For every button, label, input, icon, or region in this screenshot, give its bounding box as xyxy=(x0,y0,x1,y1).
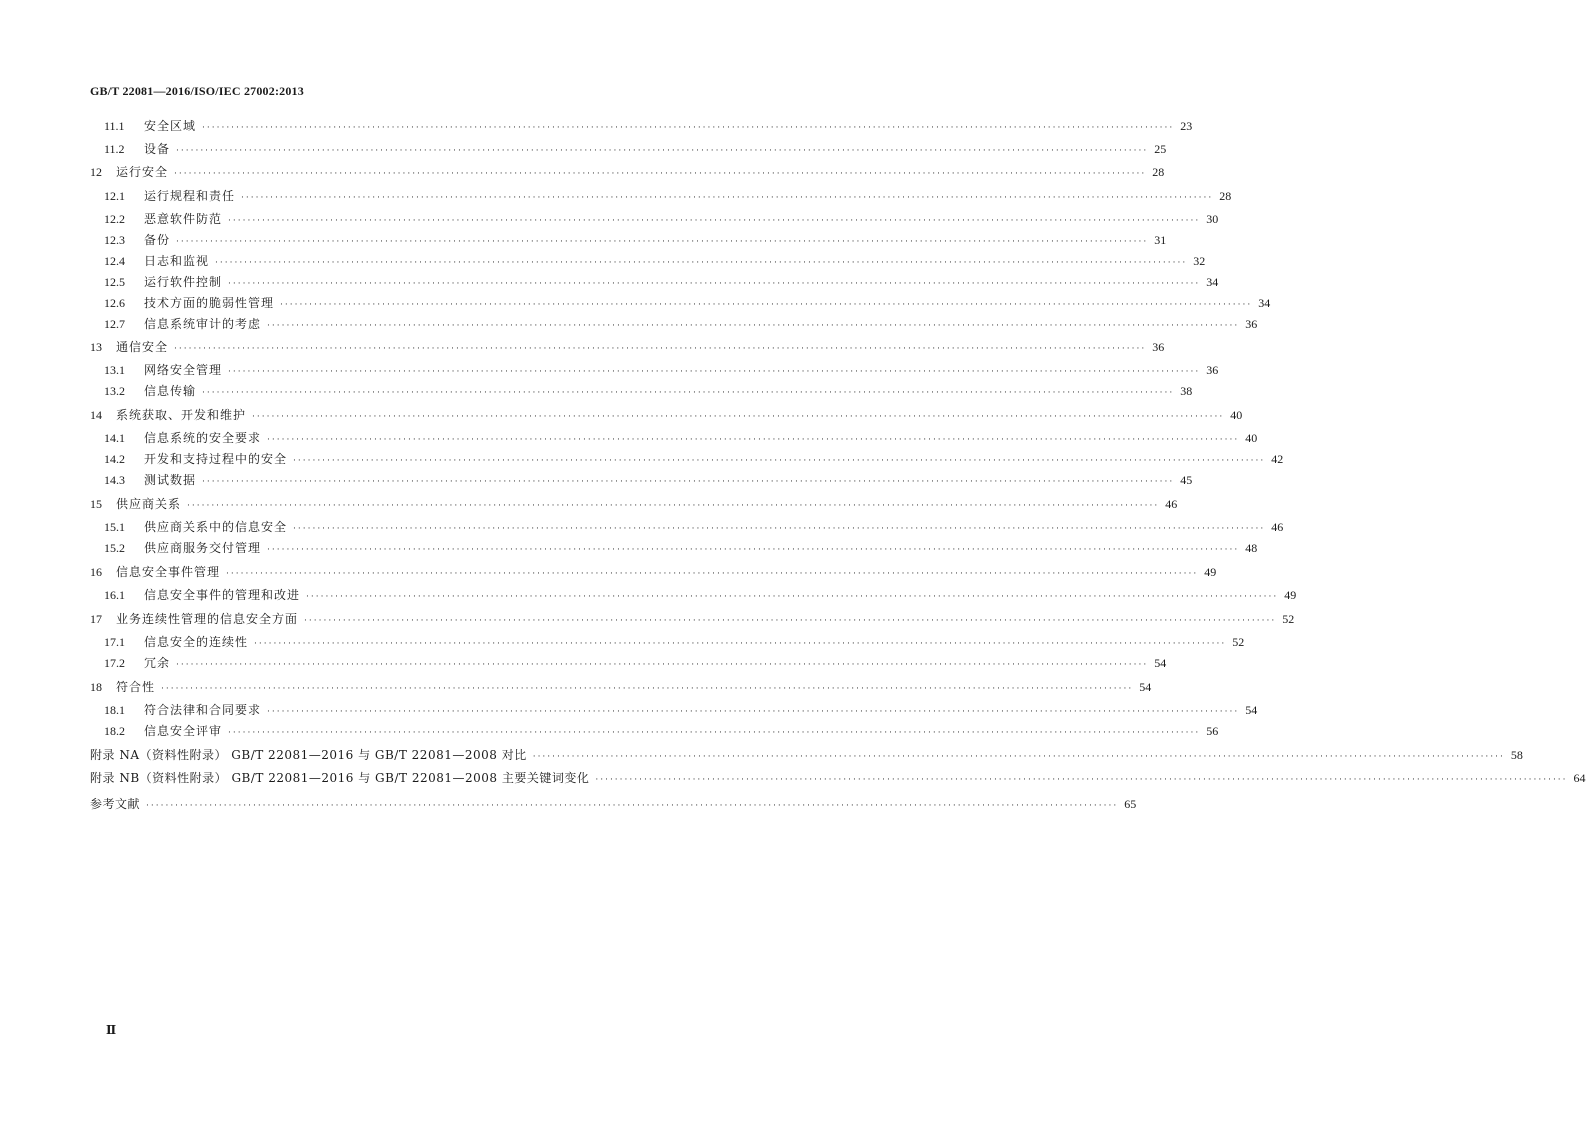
toc-entry-title: 信息系统的安全要求 xyxy=(144,431,262,445)
toc-entry[interactable] xyxy=(90,431,1258,452)
toc-entry-page: 58 xyxy=(1510,748,1523,762)
toc-entry-title: 技术方面的脆弱性管理 xyxy=(144,296,275,310)
toc-entry-page: 46 xyxy=(1271,520,1284,534)
toc-entry-title: 设备 xyxy=(144,142,171,156)
toc-entry-title: 日志和监视 xyxy=(144,254,210,268)
toc-leader-dots: ········································································································································································································ xyxy=(187,501,1160,511)
toc-leader-dots: ········································································································································································································ xyxy=(293,524,1266,534)
toc-entry-title: 符合性 xyxy=(116,680,156,694)
toc-entry-page: 40 xyxy=(1245,431,1258,445)
toc-entry-title: 信息安全评审 xyxy=(144,724,223,738)
toc-leader-dots: ········································································································································································································ xyxy=(293,456,1266,466)
toc-entry-title: 运行安全 xyxy=(116,165,169,179)
toc-entry-number: 12.3 xyxy=(104,233,125,247)
toc-entry-page: 28 xyxy=(1152,165,1165,179)
toc-leader-dots: ········································································································································································································ xyxy=(215,258,1188,268)
toc-entry-title: 信息安全事件管理 xyxy=(116,565,221,579)
toc-entry-number: 16.1 xyxy=(104,588,125,602)
toc-entry[interactable] xyxy=(90,340,1165,363)
toc-entry-title: 运行规程和责任 xyxy=(144,189,236,203)
toc-entry-title: 恶意软件防范 xyxy=(144,212,223,226)
toc-entry[interactable] xyxy=(90,748,1523,771)
toc-entry-number: 17 xyxy=(90,612,102,626)
toc-entry-page: 30 xyxy=(1206,212,1219,226)
toc-entry-page: 31 xyxy=(1154,233,1167,247)
toc-entry[interactable] xyxy=(90,797,1137,820)
toc-entry[interactable] xyxy=(90,384,1193,408)
document-header: GB/T 22081—2016/ISO/IEC 27002:2013 xyxy=(90,84,304,98)
toc-leader-dots: ········································································································································································································ xyxy=(176,660,1149,670)
toc-entry[interactable] xyxy=(90,635,1245,656)
toc-entry[interactable] xyxy=(90,703,1258,724)
toc-leader-dots: ········································································································································································································ xyxy=(267,707,1240,717)
toc-entry-page: 40 xyxy=(1230,408,1243,422)
toc-entry-title: 运行软件控制 xyxy=(144,275,223,289)
toc-entry-number: 14.1 xyxy=(104,431,125,445)
toc-entry[interactable] xyxy=(90,771,1586,797)
page-number: Ⅱ xyxy=(106,1023,117,1037)
toc-entry[interactable] xyxy=(90,119,1193,142)
toc-entry-number: 18.2 xyxy=(104,724,125,738)
toc-entry[interactable] xyxy=(90,541,1258,565)
toc-leader-dots: ········································································································································································································ xyxy=(254,639,1227,649)
toc-entry-page: 34 xyxy=(1206,275,1219,289)
toc-leader-dots: ········································································································································································································ xyxy=(202,477,1175,487)
toc-entry-number: 12 xyxy=(90,165,102,179)
toc-entry-number: 12.2 xyxy=(104,212,125,226)
toc-entry-page: 64 xyxy=(1573,771,1586,785)
toc-leader-dots: ········································································································································································································ xyxy=(226,569,1199,579)
toc-leader-dots: ········································································································································································································ xyxy=(174,344,1147,354)
toc-entry-number: 14.3 xyxy=(104,473,125,487)
toc-entry-title: 信息安全的连续性 xyxy=(144,635,249,649)
toc-entry-title: 开发和支持过程中的安全 xyxy=(144,452,288,466)
toc-leader-dots: ········································································································································································································ xyxy=(174,169,1147,179)
toc-entry-title: 信息传输 xyxy=(144,384,197,398)
toc-entry-number: 15.2 xyxy=(104,541,125,555)
toc-entry-number: 14 xyxy=(90,408,102,422)
toc-entry[interactable] xyxy=(90,452,1284,473)
toc-entry-title: 系统获取、开发和维护 xyxy=(116,408,247,422)
toc-leader-dots: ········································································································································································································ xyxy=(280,300,1253,310)
toc-entry-page: 48 xyxy=(1245,541,1258,555)
toc-entry[interactable] xyxy=(90,588,1297,612)
toc-entry-title: 备份 xyxy=(144,233,171,247)
toc-leader-dots: ········································································································································································································ xyxy=(252,412,1225,422)
toc-leader-dots: ········································································································································································································ xyxy=(228,216,1201,226)
toc-entry-number: 14.2 xyxy=(104,452,125,466)
toc-entry-title: 附录 NA（资料性附录） GB/T 22081—2016 与 GB/T 22081—2008 对比 xyxy=(90,748,527,762)
toc-entry-number: 18.1 xyxy=(104,703,125,717)
toc-leader-dots: ········································································································································································································ xyxy=(161,684,1134,694)
toc-entry-number: 17.2 xyxy=(104,656,125,670)
toc-leader-dots: ········································································································································································································ xyxy=(267,545,1240,555)
toc-entry[interactable] xyxy=(90,275,1219,296)
toc-entry-page: 54 xyxy=(1154,656,1167,670)
toc-entry-number: 11.1 xyxy=(104,119,125,133)
toc-leader-dots: ········································································································································································································ xyxy=(595,775,1568,785)
toc-entry-page: 42 xyxy=(1271,452,1284,466)
toc-entry-title: 信息系统审计的考虑 xyxy=(144,317,262,331)
toc-entry[interactable] xyxy=(90,565,1217,588)
toc-leader-dots: ········································································································································································································ xyxy=(228,279,1201,289)
toc-entry-number: 13.2 xyxy=(104,384,125,398)
toc-entry[interactable] xyxy=(90,363,1219,384)
toc-entry-title: 测试数据 xyxy=(144,473,197,487)
toc-entry[interactable] xyxy=(90,408,1243,431)
toc-entry-number: 13.1 xyxy=(104,363,125,377)
toc-entry-title: 安全区域 xyxy=(144,119,197,133)
toc-entry-page: 28 xyxy=(1219,189,1232,203)
table-of-contents xyxy=(90,119,1586,820)
toc-entry-page: 54 xyxy=(1139,680,1152,694)
toc-entry[interactable] xyxy=(90,680,1152,703)
toc-entry[interactable] xyxy=(90,520,1284,541)
toc-leader-dots: ········································································································································································································ xyxy=(267,435,1240,445)
toc-entry-title: 业务连续性管理的信息安全方面 xyxy=(116,612,299,626)
toc-leader-dots: ········································································································································································································ xyxy=(176,146,1149,156)
toc-entry-number: 12.7 xyxy=(104,317,125,331)
toc-entry-page: 36 xyxy=(1206,363,1219,377)
toc-entry-title: 供应商服务交付管理 xyxy=(144,541,262,555)
toc-entry-title: 符合法律和合同要求 xyxy=(144,703,262,717)
toc-entry-page: 46 xyxy=(1165,497,1178,511)
toc-leader-dots: ········································································································································································································ xyxy=(202,123,1175,133)
toc-leader-dots: ········································································································································································································ xyxy=(228,728,1201,738)
toc-entry[interactable] xyxy=(90,142,1167,165)
toc-entry-number: 12.5 xyxy=(104,275,125,289)
toc-entry-number: 12.1 xyxy=(104,189,125,203)
toc-entry[interactable] xyxy=(90,724,1219,748)
toc-entry-page: 34 xyxy=(1258,296,1271,310)
toc-leader-dots: ········································································································································································································ xyxy=(228,367,1201,377)
toc-entry[interactable] xyxy=(90,165,1165,189)
toc-entry-title: 参考文献 xyxy=(90,797,141,811)
toc-entry-page: 49 xyxy=(1284,588,1297,602)
toc-entry-number: 11.2 xyxy=(104,142,125,156)
toc-entry-page: 52 xyxy=(1282,612,1295,626)
toc-entry-number: 17.1 xyxy=(104,635,125,649)
toc-entry-page: 36 xyxy=(1152,340,1165,354)
toc-entry[interactable] xyxy=(90,497,1178,520)
toc-entry-title: 附录 NB（资料性附录） GB/T 22081—2016 与 GB/T 22081—2008 主要关键词变化 xyxy=(90,771,590,785)
toc-entry-title: 供应商关系中的信息安全 xyxy=(144,520,288,534)
toc-leader-dots: ········································································································································································································ xyxy=(176,237,1149,247)
toc-entry-number: 18 xyxy=(90,680,102,694)
toc-entry[interactable] xyxy=(90,212,1219,233)
toc-entry-page: 45 xyxy=(1180,473,1193,487)
toc-leader-dots: ········································································································································································································ xyxy=(241,193,1214,203)
toc-entry[interactable] xyxy=(90,254,1206,275)
toc-entry-page: 36 xyxy=(1245,317,1258,331)
toc-leader-dots: ········································································································································································································ xyxy=(267,321,1240,331)
toc-entry[interactable] xyxy=(90,296,1271,317)
toc-entry-page: 23 xyxy=(1180,119,1193,133)
toc-entry-page: 56 xyxy=(1206,724,1219,738)
toc-entry[interactable] xyxy=(90,656,1167,680)
toc-entry-title: 冗余 xyxy=(144,656,171,670)
toc-entry-title: 信息安全事件的管理和改进 xyxy=(144,588,301,602)
toc-entry[interactable] xyxy=(90,233,1167,254)
toc-entry-number: 15.1 xyxy=(104,520,125,534)
toc-leader-dots: ········································································································································································································ xyxy=(306,592,1279,602)
toc-entry-page: 49 xyxy=(1204,565,1217,579)
toc-entry-number: 15 xyxy=(90,497,102,511)
toc-entry-number: 13 xyxy=(90,340,102,354)
toc-entry[interactable] xyxy=(90,612,1295,635)
toc-entry-page: 32 xyxy=(1193,254,1206,268)
toc-entry-page: 25 xyxy=(1154,142,1167,156)
toc-entry-page: 38 xyxy=(1180,384,1193,398)
toc-entry-title: 通信安全 xyxy=(116,340,169,354)
toc-entry-number: 12.6 xyxy=(104,296,125,310)
toc-leader-dots: ········································································································································································································ xyxy=(146,801,1119,811)
toc-entry-number: 16 xyxy=(90,565,102,579)
toc-entry-page: 52 xyxy=(1232,635,1245,649)
toc-entry[interactable] xyxy=(90,473,1193,497)
toc-leader-dots: ········································································································································································································ xyxy=(532,752,1505,762)
toc-leader-dots: ········································································································································································································ xyxy=(304,616,1277,626)
toc-leader-dots: ········································································································································································································ xyxy=(202,388,1175,398)
toc-entry-page: 65 xyxy=(1124,797,1137,811)
toc-entry[interactable] xyxy=(90,317,1258,340)
toc-entry-title: 供应商关系 xyxy=(116,497,182,511)
toc-entry-title: 网络安全管理 xyxy=(144,363,223,377)
toc-entry-page: 54 xyxy=(1245,703,1258,717)
toc-entry[interactable] xyxy=(90,189,1232,212)
toc-entry-number: 12.4 xyxy=(104,254,125,268)
